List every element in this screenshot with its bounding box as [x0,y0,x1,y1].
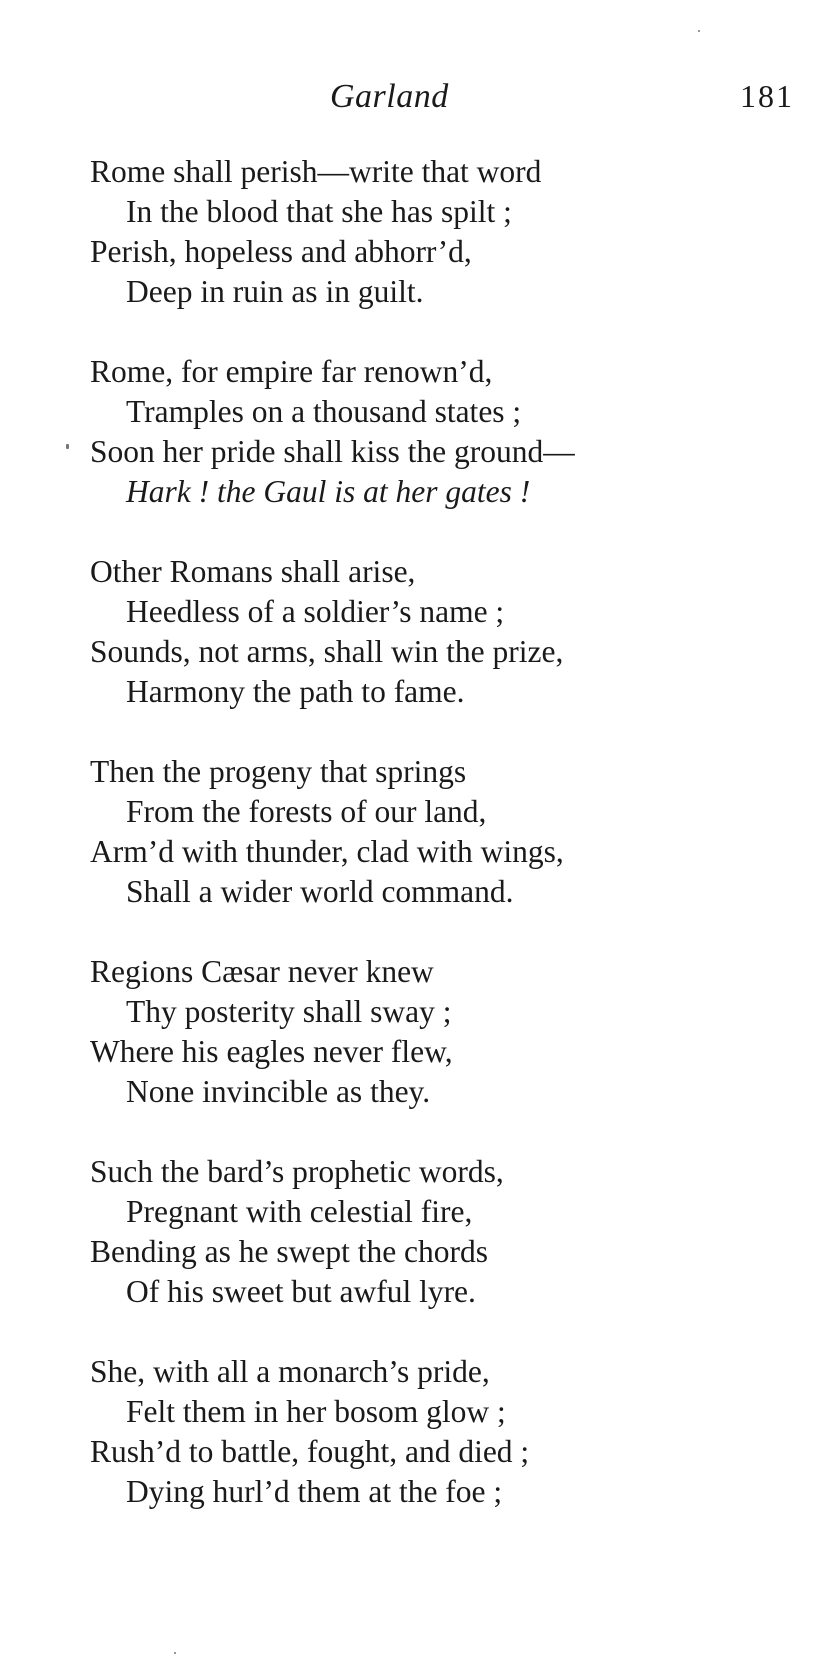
print-speck [698,30,700,32]
verse-line: Soon her pride shall kiss the ground— [90,434,575,469]
verse-line: Perish, hopeless and abhorr’d, [90,234,472,269]
running-title: Garland [330,78,449,115]
verse-line: Thy posterity shall sway ; [126,994,452,1029]
verse-line: Then the progeny that springs [90,754,467,789]
verse-line: Shall a wider world command. [126,874,514,909]
verse-line: Tramples on a thousand states ; [126,394,522,429]
verse-line: From the forests of our land, [126,794,487,829]
verse-line: Heedless of a soldier’s name ; [126,594,505,629]
verse-line: Rush’d to battle, fought, and died ; [90,1434,530,1469]
running-head [0,78,827,122]
verse-line: Regions Cæsar never knew [90,954,434,989]
stanza [0,1352,827,1512]
verse-line: Felt them in her bosom glow ; [126,1394,506,1429]
page-number: 181 [740,78,794,114]
verse-line: Harmony the path to fame. [126,674,465,709]
verse-line: Sounds, not arms, shall win the prize, [90,634,564,669]
verse-line: Where his eagles never flew, [90,1034,453,1069]
verse-line: Arm’d with thunder, clad with wings, [90,834,564,869]
print-speck [66,444,69,449]
verse-line: She, with all a monarch’s pride, [90,1354,490,1389]
stanza [0,152,827,312]
verse-line: Pregnant with celestial fire, [126,1194,473,1229]
verse-line: Deep in ruin as in guilt. [126,274,424,309]
stanza [0,1152,827,1312]
verse-line: In the blood that she has spilt ; [126,194,512,229]
print-speck [174,1652,176,1654]
verse-line: Other Romans shall arise, [90,554,416,589]
verse-line: Rome shall perish—write that word [90,154,542,189]
verse-line: Hark ! the Gaul is at her gates ! [126,474,531,509]
stanza [0,352,827,512]
stanza [0,952,827,1112]
verse-line: None invincible as they. [126,1074,431,1109]
verse-line: Such the bard’s prophetic words, [90,1154,504,1189]
verse-line: Of his sweet but awful lyre. [126,1274,476,1309]
verse-line: Bending as he swept the chords [90,1234,489,1269]
stanza [0,752,827,912]
verse-line: Dying hurl’d them at the foe ; [126,1474,503,1509]
verse-line: Rome, for empire far renown’d, [90,354,493,389]
stanza [0,552,827,712]
poem-body [0,152,827,1552]
